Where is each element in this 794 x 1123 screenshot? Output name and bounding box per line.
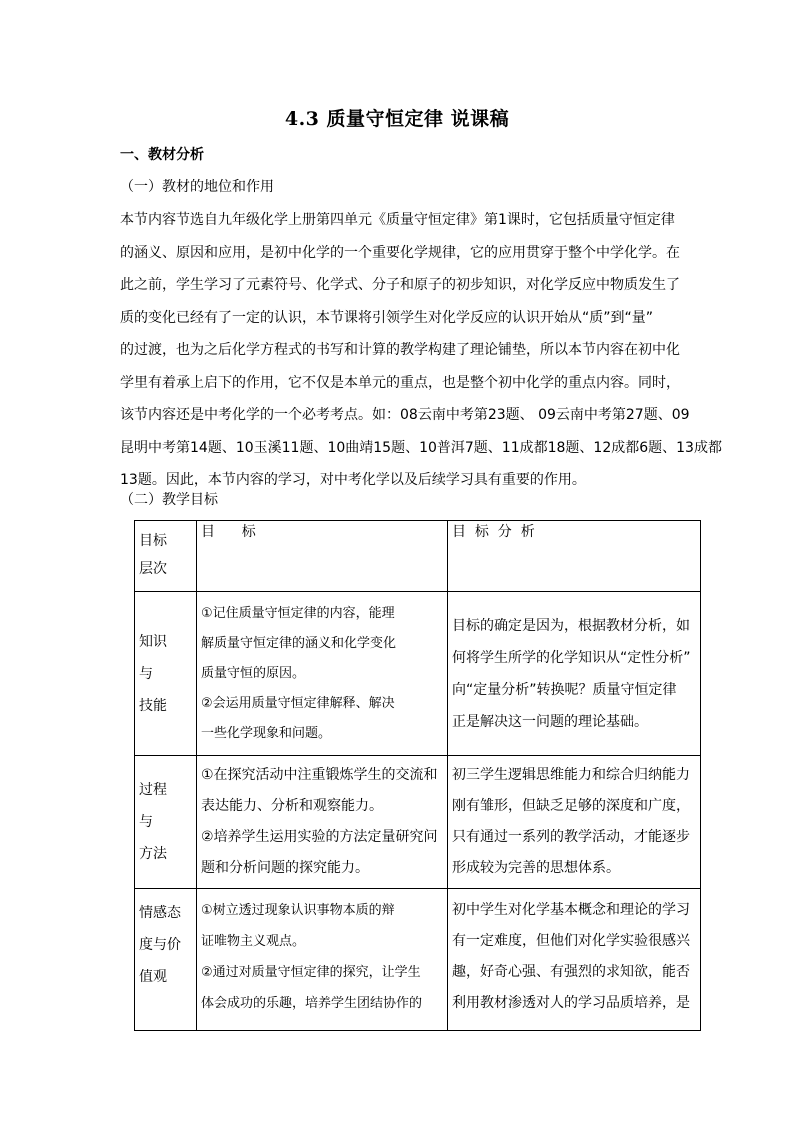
row-category-cell	[135, 592, 197, 756]
analysis-line: 有一定难度，但他们对化学实验很感兴	[452, 933, 690, 949]
subsection-heading-role: （一）教材的地位和作用	[120, 179, 274, 195]
goal-line: 题和分析问题的探究能力。	[201, 860, 369, 876]
paragraph-role	[120, 204, 722, 497]
goal-line: ②培养学生运用实验的方法定量研究问	[201, 829, 438, 845]
analysis-line: 目标的确定是因为，根据教材分析，如	[452, 617, 690, 634]
paragraph-line: 的过渡，也为之后化学方程式的书写和计算的教学构建了理论铺垫，所以本节内容在初中化	[120, 342, 680, 358]
paragraph-line: 昆明中考第14题、10玉溪11题、10曲靖15题、10普洱7题、11成都18题、12成都6题、13成都	[120, 439, 722, 456]
header-level-line: 目标	[139, 533, 167, 549]
row-category-cell	[135, 889, 197, 1031]
paragraph-line: 13题。因此，本节内容的学习，对中考化学以及后续学习具有重要的作用。	[120, 472, 586, 488]
header-cell-goal: 目 标	[197, 521, 448, 592]
teaching-goals-table	[134, 520, 701, 1031]
table-header-row	[135, 521, 701, 592]
row-analysis-cell	[448, 756, 701, 889]
analysis-line: 初三学生逻辑思维能力和综合归纳能力	[452, 767, 690, 783]
goal-line: 一些化学现象和问题。	[201, 725, 332, 741]
row-analysis-cell	[448, 592, 701, 756]
analysis-line: 初中学生对化学基本概念和理论的学习	[452, 902, 690, 918]
row-category-cell	[135, 756, 197, 889]
document-title: 4.3 质量守恒定律 说课稿	[284, 108, 510, 130]
analysis-line: 刚有雏形，但缺乏足够的深度和广度，	[452, 798, 690, 814]
category-line: 知识	[139, 633, 167, 650]
row-goal-cell	[197, 756, 448, 889]
paragraph-line: 该节内容还是中考化学的一个必考考点。如：08云南中考第23题、 09云南中考第27题、09	[120, 407, 690, 423]
goal-line: ②会运用质量守恒定律解释、解决	[201, 695, 395, 711]
category-line: 方法	[139, 846, 167, 862]
category-line: 技能	[139, 697, 167, 714]
category-line: 过程	[139, 782, 167, 798]
category-line: 与	[139, 814, 153, 830]
header-level-line: 层次	[139, 561, 167, 577]
category-line: 与	[139, 665, 153, 682]
goal-line: ①树立透过现象认识事物本质的辩	[201, 903, 395, 918]
goal-line: ②通过对质量守恒定律的探究，让学生	[201, 965, 421, 980]
paragraph-line: 质的变化已经有了一定的认识，本节课将引领学生对化学反应的认识开始从“质”到“量”	[120, 309, 654, 326]
paragraph-line: 学里有着承上启下的作用，它不仅是本单元的重点，也是整个初中化学的重点内容。同时，	[120, 374, 680, 391]
row-goal-cell	[197, 592, 448, 756]
category-line: 值观	[139, 969, 167, 985]
table-row	[135, 756, 701, 889]
paragraph-line: 的涵义、原因和应用，是初中化学的一个重要化学规律，它的应用贯穿于整个中学化学。在	[120, 244, 680, 261]
row-analysis-cell	[448, 889, 701, 1031]
goal-line: 解质量守恒定律的涵义和化学变化	[201, 635, 397, 651]
analysis-line: 趣，好奇心强、有强烈的求知欲，能否	[452, 964, 690, 980]
paragraph-line: 本节内容节选自九年级化学上册第四单元《质量守恒定律》第1课时，它包括质量守恒定律	[120, 212, 675, 228]
analysis-line: 向“定量分析”转换呢？质量守恒定律	[452, 681, 677, 698]
analysis-line: 形成较为完善的思想体系。	[452, 860, 620, 876]
row-goal-cell	[197, 889, 448, 1031]
goal-line: ①在探究活动中注重锻炼学生的交流和	[201, 767, 438, 783]
analysis-line: 正是解决这一问题的理论基础。	[452, 713, 648, 730]
category-line: 度与价	[139, 937, 181, 953]
goal-line: 证唯物主义观点。	[201, 934, 306, 949]
section-heading-materials: 一、教材分析	[120, 147, 204, 163]
subsection-heading-goals: （二）教学目标	[120, 492, 218, 508]
header-cell-level	[135, 521, 197, 592]
analysis-line: 利用教材渗透对人的学习品质培养，是	[452, 995, 690, 1011]
table-row	[135, 592, 701, 756]
header-cell-analysis: 目 标 分 析	[448, 521, 701, 592]
goal-line: 体会成功的乐趣，培养学生团结协作的	[201, 996, 423, 1011]
goal-line: 表达能力、分析和观察能力。	[201, 798, 383, 814]
goal-line: 质量守恒的原因。	[201, 665, 306, 681]
goal-line: ①记住质量守恒定律的内容，能理	[201, 605, 395, 621]
table-row	[135, 889, 701, 1031]
analysis-line: 何将学生所学的化学知识从“定性分析”	[452, 649, 691, 666]
category-line: 情感态	[139, 905, 181, 921]
analysis-line: 只有通过一系列的教学活动，才能逐步	[452, 829, 690, 845]
paragraph-line: 此之前，学生学习了元素符号、化学式、分子和原子的初步知识，对化学反应中物质发生了	[120, 277, 680, 293]
